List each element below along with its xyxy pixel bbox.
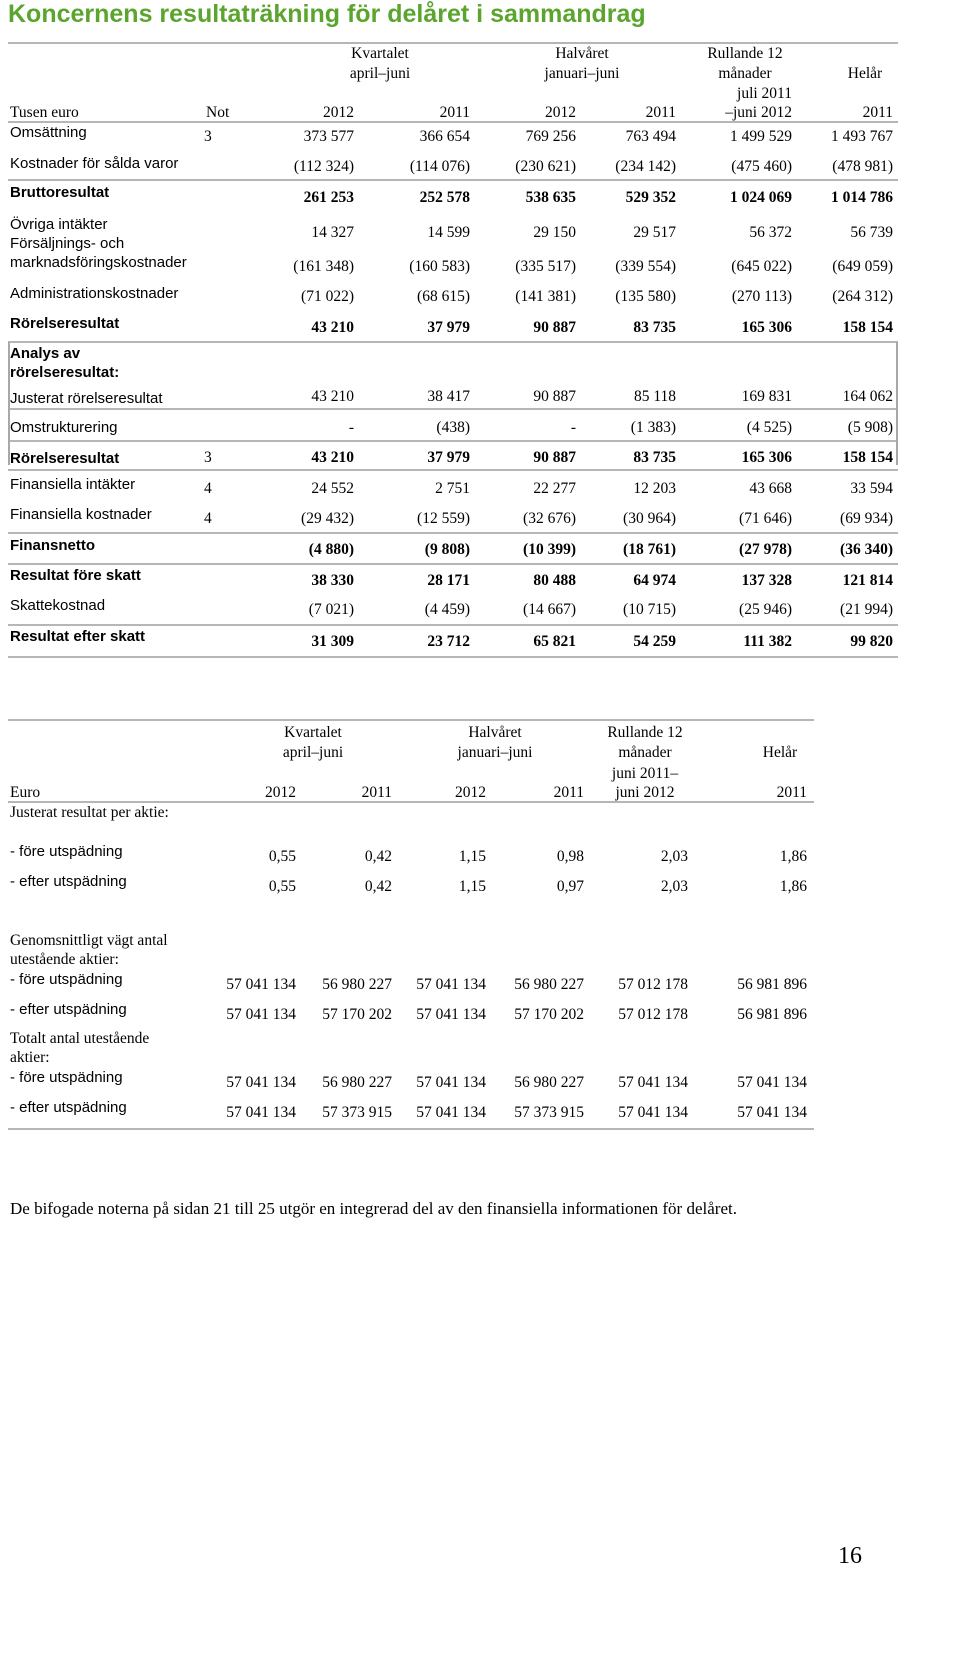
table-cell: (141 381)	[515, 288, 576, 305]
row-rule	[8, 440, 898, 442]
table-cell: (71 022)	[301, 288, 354, 305]
table-cell: 2,03	[660, 878, 688, 895]
table-cell: 1 014 786	[831, 189, 893, 206]
col-rolling-label-4: –juni 2012	[725, 104, 792, 121]
eps-year-2011-q: 2011	[361, 784, 392, 801]
row-label: Kostnader för sålda varor	[10, 155, 179, 172]
avg-shares-title-1: Genomsnittligt vägt antal	[10, 932, 168, 949]
row-label: Rörelseresultat	[10, 450, 120, 467]
table-cell: 373 577	[303, 128, 354, 145]
table-cell: 2 751	[435, 480, 470, 497]
table-cell: (69 934)	[840, 510, 893, 527]
year-2012-q: 2012	[323, 104, 354, 121]
table-cell: (1 383)	[630, 419, 676, 436]
table-cell: 121 814	[842, 572, 893, 589]
table-cell: 56 981 896	[737, 976, 807, 993]
note-ref: 4	[204, 480, 212, 497]
table-cell: 56 980 227	[322, 976, 392, 993]
year-2012-h: 2012	[545, 104, 576, 121]
table-cell: (71 646)	[739, 510, 792, 527]
note-ref: 3	[204, 449, 212, 466]
table-cell: 54 259	[633, 633, 676, 650]
table-cell: 57 041 134	[737, 1074, 807, 1091]
row-rule	[8, 624, 898, 626]
eps-title: Justerat resultat per aktie:	[10, 804, 169, 821]
table-cell: (9 808)	[424, 541, 470, 558]
table-cell: (10 399)	[523, 541, 576, 558]
col-year-label: Helår	[847, 65, 883, 82]
table-cell: 158 154	[842, 449, 893, 466]
col-half-label-1: Halvåret	[555, 45, 609, 62]
table-cell: 29 150	[533, 224, 576, 241]
col-half-label-2: januari–juni	[544, 65, 620, 82]
row-label: Bruttoresultat	[10, 184, 110, 201]
table-cell: 57 012 178	[618, 976, 688, 993]
table-cell: 56 739	[850, 224, 893, 241]
table-cell: (645 022)	[731, 258, 792, 275]
row-label: - före utspädning	[10, 1069, 123, 1086]
row-rule	[8, 563, 898, 565]
table-cell: (4 525)	[746, 419, 792, 436]
table-cell: 37 979	[427, 449, 470, 466]
table-cell: (160 583)	[409, 258, 470, 275]
table-cell: (25 946)	[739, 601, 792, 618]
row-rule	[8, 408, 898, 410]
table-cell: 43 210	[311, 449, 354, 466]
table-cell: 31 309	[311, 633, 354, 650]
table-cell: (264 312)	[832, 288, 893, 305]
table-cell: 43 210	[311, 388, 354, 405]
row-label: Finansnetto	[10, 537, 95, 554]
row-label: - före utspädning	[10, 971, 123, 988]
table-cell: 56 980 227	[514, 1074, 584, 1091]
col-quarter-label-2: april–juni	[349, 65, 411, 82]
table-cell: (36 340)	[840, 541, 893, 558]
table-cell: 85 118	[633, 388, 676, 405]
table-cell: 769 256	[525, 128, 576, 145]
table-cell: 57 373 915	[514, 1104, 584, 1121]
table-cell: 1 493 767	[831, 128, 893, 145]
eps-col-rolling-label-2: månader	[618, 744, 672, 761]
table-cell: 37 979	[427, 319, 470, 336]
row-rule	[8, 341, 898, 343]
table-cell: 57 041 134	[737, 1104, 807, 1121]
table-cell: (21 994)	[840, 601, 893, 618]
eps-year-2011-y: 2011	[776, 784, 807, 801]
table-cell: (438)	[436, 419, 470, 436]
row-label: Resultat före skatt	[10, 567, 141, 584]
eps-col-half-label-2: januari–juni	[457, 744, 533, 761]
table-cell: 366 654	[419, 128, 470, 145]
table-bottom-rule	[8, 656, 898, 658]
table-cell: 43 668	[749, 480, 792, 497]
eps-col-rolling-label-1: Rullande 12	[607, 724, 683, 741]
table-cell: 252 578	[419, 189, 470, 206]
avg-shares-title-2: utestående aktier:	[10, 951, 119, 968]
table-cell: 38 330	[311, 572, 354, 589]
eps-unit-label: Euro	[10, 784, 41, 801]
table-cell: 261 253	[303, 189, 354, 206]
eps-table-bottom-rule	[8, 1128, 814, 1130]
table-cell: 763 494	[625, 128, 676, 145]
table-cell: 0,98	[556, 848, 584, 865]
table-cell: 538 635	[525, 189, 576, 206]
table-cell: (135 580)	[615, 288, 676, 305]
table-cell: (32 676)	[523, 510, 576, 527]
col-rolling-label-2: månader	[718, 65, 772, 82]
table-cell: (112 324)	[293, 158, 354, 175]
row-label: - efter utspädning	[10, 1099, 127, 1116]
table-cell: 164 062	[842, 388, 893, 405]
row-label-line2: marknadsföringskostnader	[10, 254, 187, 271]
eps-col-year-label: Helår	[762, 744, 798, 761]
table-cell: 57 041 134	[416, 1104, 486, 1121]
row-label: Resultat efter skatt	[10, 628, 146, 645]
table-cell: (478 981)	[832, 158, 893, 175]
table-cell: 83 735	[633, 319, 676, 336]
row-rule	[8, 469, 898, 471]
row-label-line2: rörelseresultat:	[10, 364, 120, 381]
table-cell: (68 615)	[417, 288, 470, 305]
table-cell: 56 372	[749, 224, 792, 241]
row-label: Skattekostnad	[10, 597, 106, 614]
table-cell: 1 499 529	[730, 128, 792, 145]
table-cell: 29 517	[633, 224, 676, 241]
eps-col-rolling-label-3: juni 2011–	[611, 765, 679, 782]
table-cell: 57 012 178	[618, 1006, 688, 1023]
page-title: Koncernens resultaträkning för delåret i sammandrag	[8, 0, 646, 28]
table-cell: 1 024 069	[730, 189, 792, 206]
col-rolling-label-3: juli 2011	[737, 85, 792, 102]
eps-year-2011-h: 2011	[553, 784, 584, 801]
table-cell: 57 041 134	[416, 976, 486, 993]
table-cell: 57 170 202	[514, 1006, 584, 1023]
row-label: - efter utspädning	[10, 1001, 127, 1018]
table-cell: (234 142)	[615, 158, 676, 175]
table-cell: 57 041 134	[618, 1104, 688, 1121]
table-cell: 83 735	[633, 449, 676, 466]
eps-table-top-rule	[8, 719, 814, 721]
note-header: Not	[206, 104, 230, 121]
eps-col-quarter-label-1: Kvartalet	[284, 724, 342, 741]
row-label: Finansiella kostnader	[10, 506, 152, 523]
table-cell: 1,15	[458, 848, 486, 865]
page-number: 16	[838, 1543, 862, 1569]
table-cell: 90 887	[533, 449, 576, 466]
table-cell: (649 059)	[832, 258, 893, 275]
table-cell: (335 517)	[515, 258, 576, 275]
table-cell: 56 981 896	[737, 1006, 807, 1023]
eps-col-quarter-label-2: april–juni	[282, 744, 344, 761]
table-cell: (30 964)	[623, 510, 676, 527]
table-cell: 28 171	[427, 572, 470, 589]
table-cell: 0,55	[268, 848, 296, 865]
row-label: Justerat rörelseresultat	[10, 390, 163, 407]
table-cell: (230 621)	[515, 158, 576, 175]
table-cell: (14 667)	[523, 601, 576, 618]
row-label: Administrationskostnader	[10, 285, 179, 302]
total-shares-title-1: Totalt antal utestående	[10, 1030, 150, 1047]
row-rule	[8, 532, 898, 534]
eps-col-rolling-label-4: juni 2012	[615, 784, 675, 801]
row-label: Omsättning	[10, 124, 87, 141]
table-cell: 57 041 134	[226, 976, 296, 993]
analysis-box-right	[896, 342, 898, 465]
table-cell: -	[570, 419, 576, 436]
table-cell: 38 417	[427, 388, 470, 405]
note-ref: 4	[204, 510, 212, 527]
table-cell: 80 488	[533, 572, 576, 589]
table-cell: 57 041 134	[618, 1074, 688, 1091]
table-cell: 56 980 227	[322, 1074, 392, 1091]
table-cell: 0,97	[556, 878, 584, 895]
table-cell: 0,42	[364, 878, 392, 895]
year-2011-y: 2011	[862, 104, 893, 121]
table-cell: 57 373 915	[322, 1104, 392, 1121]
table-cell: 1,15	[458, 878, 486, 895]
table-cell: 24 552	[311, 480, 354, 497]
table-cell: 90 887	[533, 319, 576, 336]
header-rule	[8, 121, 898, 123]
table-cell: 165 306	[741, 319, 792, 336]
table-cell: 57 041 134	[226, 1104, 296, 1121]
footnote: De bifogade noterna på sidan 21 till 25 utgör en integrerad del av den finansiella informationen för delåret.	[10, 1199, 737, 1218]
table-cell: 12 203	[633, 480, 676, 497]
table-cell: (4 880)	[308, 541, 354, 558]
eps-year-2012-h: 2012	[455, 784, 486, 801]
table-cell: 57 041 134	[226, 1074, 296, 1091]
table-cell: 1,86	[779, 878, 807, 895]
row-label: Omstrukturering	[10, 419, 118, 436]
table-cell: 99 820	[850, 633, 893, 650]
table-cell: 0,55	[268, 878, 296, 895]
table-cell: (161 348)	[293, 258, 354, 275]
table-cell: (12 559)	[417, 510, 470, 527]
table-cell: (4 459)	[424, 601, 470, 618]
table-cell: -	[348, 419, 354, 436]
table-cell: (270 113)	[731, 288, 792, 305]
row-label: Försäljnings- och	[10, 235, 125, 252]
note-ref: 3	[204, 128, 212, 145]
gross-profit-rule	[8, 179, 898, 181]
table-cell: 0,42	[364, 848, 392, 865]
table-cell: (27 978)	[739, 541, 792, 558]
table-cell: 57 041 134	[416, 1006, 486, 1023]
table-cell: 14 599	[427, 224, 470, 241]
table-cell: 529 352	[625, 189, 676, 206]
table-cell: 137 328	[741, 572, 792, 589]
eps-col-half-label-1: Halvåret	[468, 724, 522, 741]
table-cell: 158 154	[842, 319, 893, 336]
col-quarter-label-1: Kvartalet	[351, 45, 409, 62]
table-cell: 57 041 134	[226, 1006, 296, 1023]
table-cell: 2,03	[660, 848, 688, 865]
eps-header-rule	[8, 801, 814, 803]
table-cell: (18 761)	[623, 541, 676, 558]
table-cell: 56 980 227	[514, 976, 584, 993]
total-shares-title-2: aktier:	[10, 1049, 50, 1066]
year-2011-h: 2011	[645, 104, 676, 121]
table-cell: 57 041 134	[416, 1074, 486, 1091]
table-cell: 1,86	[779, 848, 807, 865]
table-cell: (5 908)	[847, 419, 893, 436]
row-label: - efter utspädning	[10, 873, 127, 890]
row-label: Övriga intäkter	[10, 216, 108, 233]
table-cell: 43 210	[311, 319, 354, 336]
unit-label: Tusen euro	[10, 104, 79, 121]
table-cell: (7 021)	[308, 601, 354, 618]
table-cell: 111 382	[743, 633, 792, 650]
row-label: - före utspädning	[10, 843, 123, 860]
row-label: Finansiella intäkter	[10, 476, 136, 493]
table-cell: (114 076)	[409, 158, 470, 175]
table-cell: (10 715)	[623, 601, 676, 618]
table-cell: 57 170 202	[322, 1006, 392, 1023]
table-cell: 22 277	[533, 480, 576, 497]
row-label: Analys av	[10, 345, 81, 362]
table-cell: 64 974	[633, 572, 676, 589]
col-rolling-label-1: Rullande 12	[707, 45, 783, 62]
table-cell: 90 887	[533, 388, 576, 405]
table-cell: 14 327	[311, 224, 354, 241]
table-cell: (29 432)	[301, 510, 354, 527]
table-cell: 165 306	[741, 449, 792, 466]
table-cell: 65 821	[533, 633, 576, 650]
row-label: Rörelseresultat	[10, 315, 120, 332]
table-cell: 169 831	[741, 388, 792, 405]
year-2011-q: 2011	[439, 104, 470, 121]
table-cell: 23 712	[427, 633, 470, 650]
analysis-box-left	[8, 342, 10, 465]
table-cell: (475 460)	[731, 158, 792, 175]
table-cell: (339 554)	[615, 258, 676, 275]
eps-year-2012-q: 2012	[265, 784, 296, 801]
table-cell: 33 594	[850, 480, 893, 497]
